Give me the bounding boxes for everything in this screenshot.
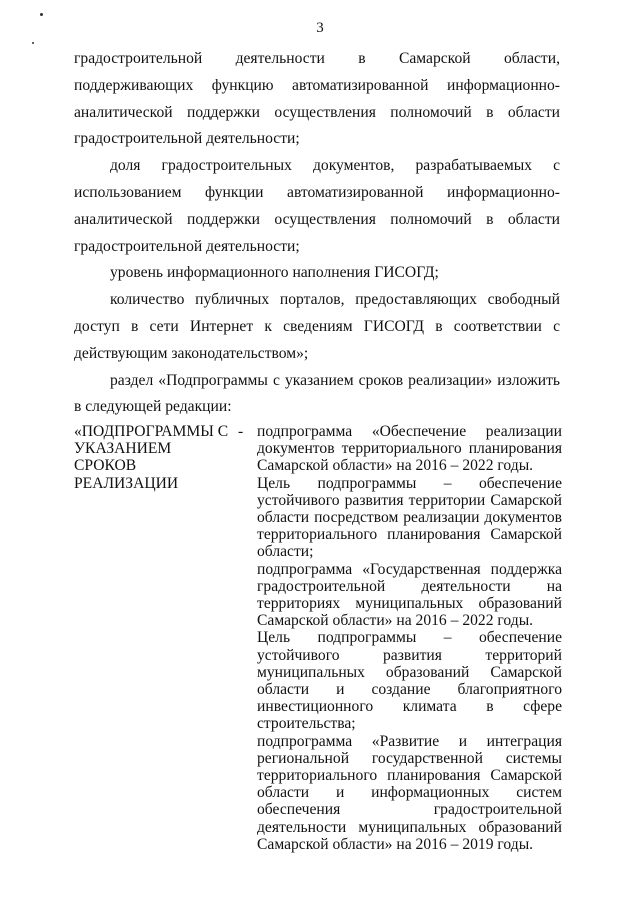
body-text (74, 46, 560, 421)
paragraph-continuation: градостроительной деятельности в Самарской области, поддерживающих функцию автоматизированной информационно-аналитической поддержки осуществления полномочий в области градостроительной деятельности; (74, 50, 560, 148)
paragraph-share-of-documents: доля градостроительных документов, разрабатываемых с использованием функции автоматизированной информационно-аналитической поддержки осуществления полномочий в области градостроительной деятельности; (74, 157, 560, 255)
paragraph-fill-level: уровень информационного наполнения ГИСОГД; (110, 264, 439, 282)
paragraph-public-portals: количество публичных порталов, предоставляющих свободный доступ в сети Интернет к сведениям ГИСОГД в соответствии с действующим законодательством»; (74, 291, 560, 362)
table-left-label (74, 423, 244, 492)
page-number: 3 (316, 20, 324, 36)
table-dash: - (238, 423, 244, 440)
subprogram-3: подпрограмма «Развитие и интеграция региональной государственной системы территориального планирования Самарской области и информационных систем обеспечения градостроительной деятельности муниципальных образований Самарской области» на 2016 – 2019 годы. (257, 732, 562, 853)
subprogram-1-goal: Цель подпрограммы – обеспечение устойчивого развития территории Самарской области посредством реализации документов территориального планирования Самарской области; (257, 474, 562, 561)
scan-speck (32, 42, 34, 44)
table-right-column (257, 423, 562, 853)
scan-speck (40, 13, 43, 16)
left-label-line: «ПОДПРОГРАММЫ С (74, 423, 229, 440)
left-label-line: СРОКОВ (74, 457, 137, 475)
subprogram-2-goal: Цель подпрограммы – обеспечение устойчивого развития территорий муниципальных образований Самарской области и создание благоприятного инвестиционного климата в сфере строительства; (257, 629, 562, 733)
subprogram-1: подпрограмма «Обеспечение реализации документов территориального планирования Самарской области» на 2016 – 2022 годы. (257, 423, 562, 475)
left-label-line: РЕАЛИЗАЦИИ (74, 474, 179, 492)
left-label-line: УКАЗАНИЕМ (74, 440, 172, 458)
paragraph-section-intro: раздел «Подпрограммы с указанием сроков реализации» изложить в следующей редакции: (74, 371, 560, 416)
subprogram-2: подпрограмма «Государственная поддержка градостроительной деятельности на территориях муниципальных образований Самарской области» на 2016 – 2022 годы. (257, 560, 562, 630)
